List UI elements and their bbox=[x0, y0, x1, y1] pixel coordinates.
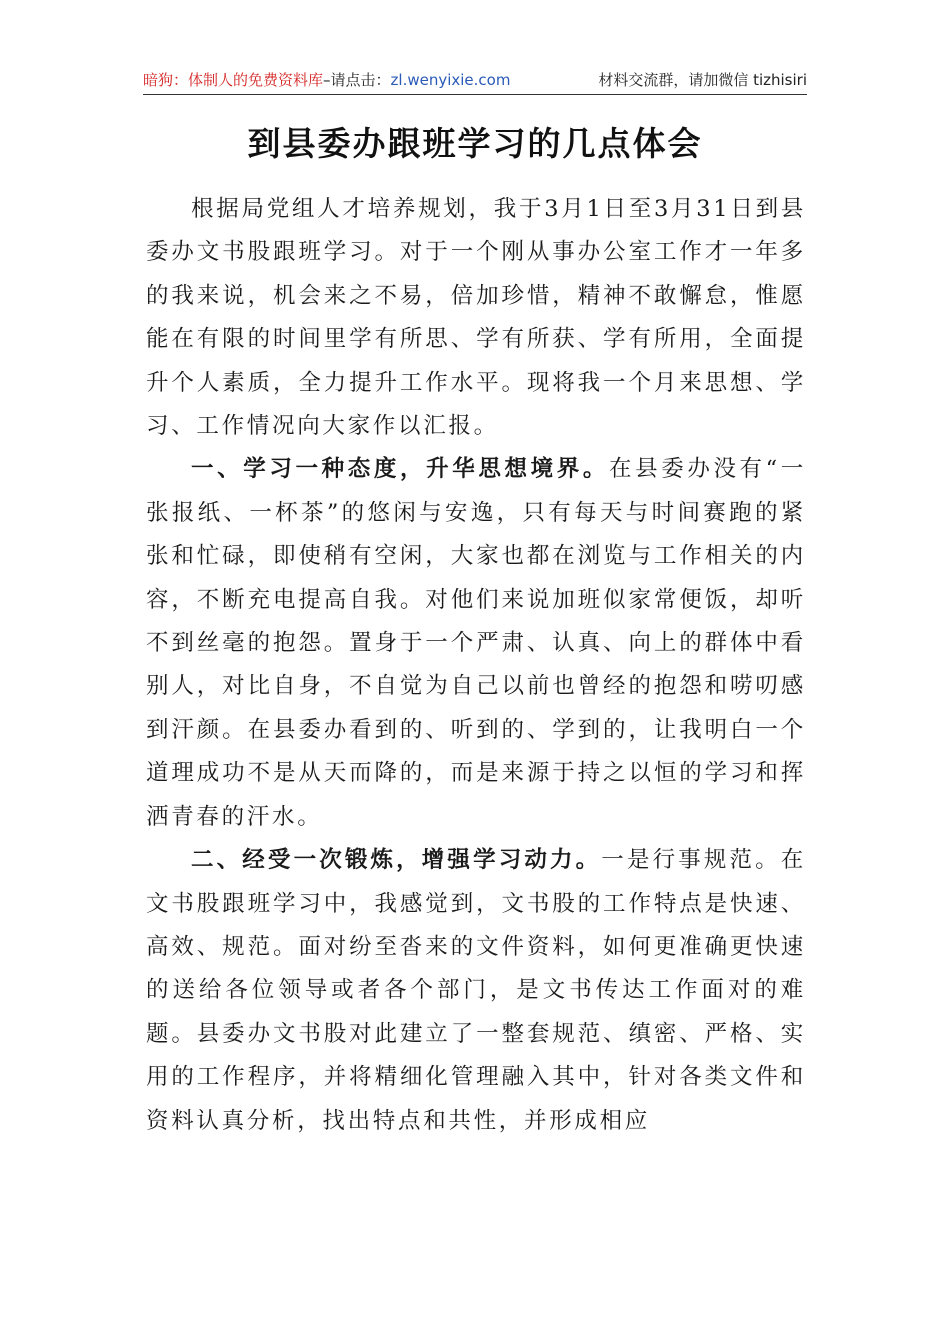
header-left bbox=[143, 66, 510, 94]
document-title: 到县委办跟班学习的几点体会 bbox=[247, 124, 703, 163]
section-two-body: 一是行事规范。在文书股跟班学习中，我感觉到，文书股的工作特点是快速、高效、规范。面对纷至沓来的文件资料，如何更准确更快速的送给各位领导或者各个部门，是文书传达工作面对的难题。县委办文书股对此建立了一整套规范、缜密、严格、实用的工作程序，并将精细化管理融入其中，针对各类文件和资料认真分析，找出特点和共性，并形成相应 bbox=[146, 847, 806, 1134]
header-group-note: 材料交流群，请加微信 tizhisiri bbox=[598, 71, 807, 89]
section-two-heading: 二、经受一次锻炼，增强学习动力。 bbox=[191, 847, 602, 874]
document-body bbox=[146, 188, 806, 1143]
section-one-heading: 一、学习一种态度，升华思想境界。 bbox=[191, 456, 609, 483]
section-one-body: 在县委办没有“一张报纸、一杯茶”的悠闲与安逸，只有每天与时间赛跑的紧张和忙碌，即使稍有空闲，大家也都在浏览与工作相关的内容，不断充电提高自我。对他们来说加班似家常便饭，却听不到丝毫的抱怨。置身于一个严肃、认真、向上的群体中看别人，对比自身，不自觉为自己以前也曾经的抱怨和唠叨感到汗颜。在县委办看到的、听到的、学到的，让我明白一个道理成功不是从天而降的，而是来源于持之以恒的学习和挥洒青春的汗水。 bbox=[146, 456, 807, 830]
header-site-link[interactable]: zl.wenyixie.com bbox=[390, 71, 511, 89]
section-two-paragraph bbox=[146, 839, 806, 1143]
header-click-label: –请点击： bbox=[323, 71, 391, 89]
intro-paragraph: 根据局党组人才培养规划，我于3月1日至3月31日到县委办文书股跟班学习。对于一个刚从事办公室工作才一年多的我来说，机会来之不易，倍加珍惜，精神不敢懈怠，惟愿能在有限的时间里学有所思、学有所获、学有所用，全面提升个人素质，全力提升工作水平。现将我一个月来思想、学习、工作情况向大家作以汇报。 bbox=[146, 196, 806, 440]
document-header bbox=[143, 66, 807, 95]
header-brand: 暗狗：体制人的免费资料库 bbox=[143, 71, 324, 89]
section-one-paragraph bbox=[146, 448, 806, 839]
